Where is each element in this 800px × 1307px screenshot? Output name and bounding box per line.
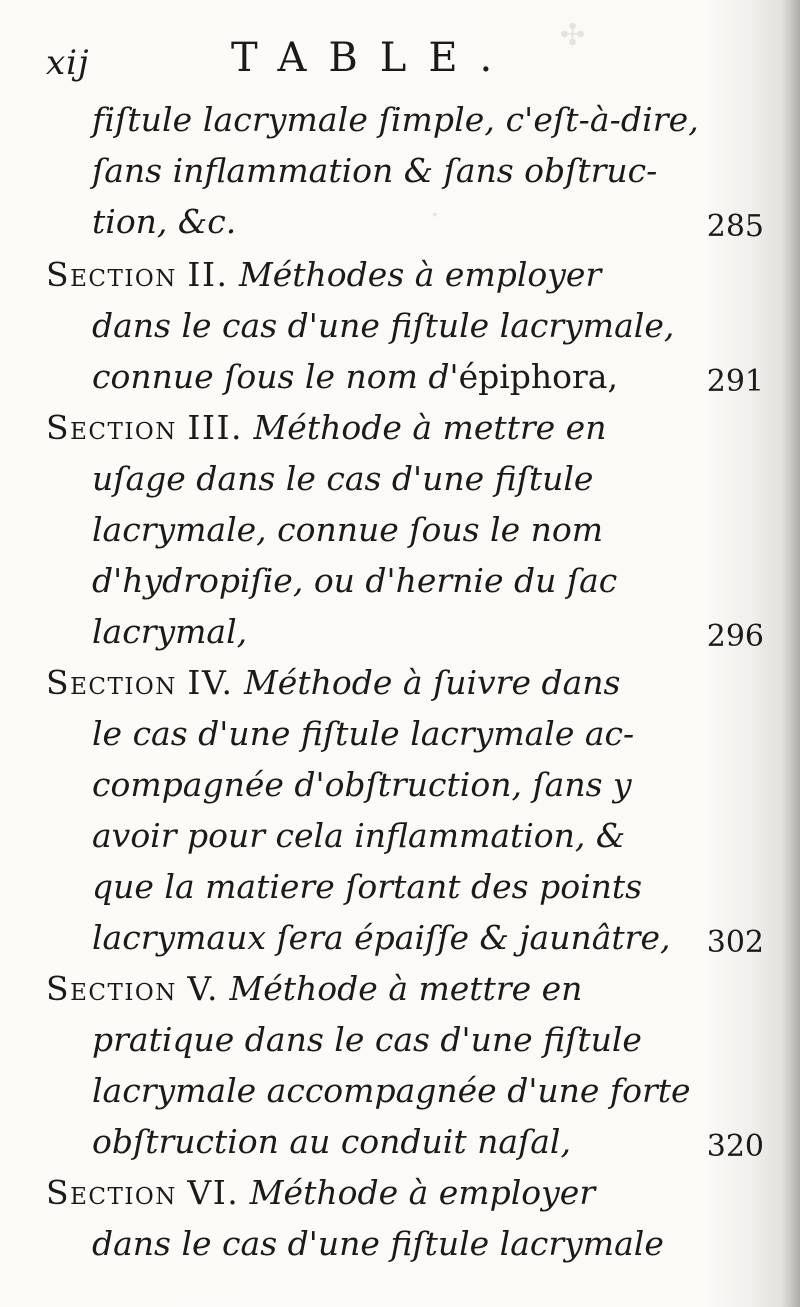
section-number: VI. [187,1173,240,1212]
toc-line: d'hydropiſie, ou d'hernie du ſac [92,561,618,600]
toc-line: compagnée d'obſtruction, ſans y [92,765,632,804]
toc-line: lacrymaux ſera épaiſſe & jaunâtre, [92,918,671,957]
toc-line: que la matiere ſortant des points [92,867,643,906]
toc-line: pratique dans le cas d'une fiſtule [92,1020,642,1059]
toc-page-ref: 302 [706,925,764,960]
show-through-mark: · [430,198,440,233]
section-number: IV. [187,663,234,702]
toc-line: lacrymale accompagnée d'une forte [92,1071,691,1110]
running-title: TABLE. [231,35,515,81]
toc-line: avoir pour cela inflammation, & [92,816,626,855]
section-label: Section [46,969,177,1008]
section-number: III. [187,408,244,447]
section-label: Section [46,663,177,702]
toc-line: ſans inflammation & ſans obſtruc- [92,151,658,190]
toc-line: dans le cas d'une fiſtule lacrymale [92,1224,664,1263]
toc-page-ref: 285 [706,209,764,244]
toc-section-line [46,663,621,702]
section-title: Méthode à employer [249,1173,596,1212]
toc-line: obſtruction au conduit naſal, [92,1122,571,1161]
toc-line: le cas d'une fiſtule lacrymale ac- [92,714,635,753]
section-title: Méthode à mettre en [253,408,607,447]
section-label: Section [46,255,177,294]
toc-page-ref: 296 [706,619,764,654]
toc-section-line [46,408,607,447]
toc-line: lacrymal, [92,612,248,651]
toc-line: connue ſous le nom d'épiphora, [92,357,618,396]
section-title: Méthode à ſuivre dans [244,663,621,702]
section-label: Section [46,408,177,447]
toc-line: dans le cas d'une fiſtule lacrymale, [92,306,675,345]
toc-page-ref: 320 [706,1129,764,1164]
toc-line: uſage dans le cas d'une fiſtule [92,459,594,498]
section-number: V. [187,969,219,1008]
page-number: xij [46,43,90,83]
section-number: II. [187,255,229,294]
show-through-mark: ✣ [560,18,586,53]
page-header [46,35,766,95]
toc-page-ref: 291 [706,364,764,399]
section-label: Section [46,1173,177,1212]
toc-line: lacrymale, connue ſous le nom [92,510,604,549]
toc-line: fiſtule lacrymale ſimple, c'eſt-à-dire, [92,100,699,139]
toc-line: tion, &c. [92,202,237,241]
toc-section-line [46,1173,596,1212]
page-edge-shadow [782,0,800,1307]
section-title: Méthode à mettre en [229,969,583,1008]
toc-section-line [46,255,602,294]
section-title: Méthodes à employer [238,255,602,294]
toc-section-line [46,969,583,1008]
